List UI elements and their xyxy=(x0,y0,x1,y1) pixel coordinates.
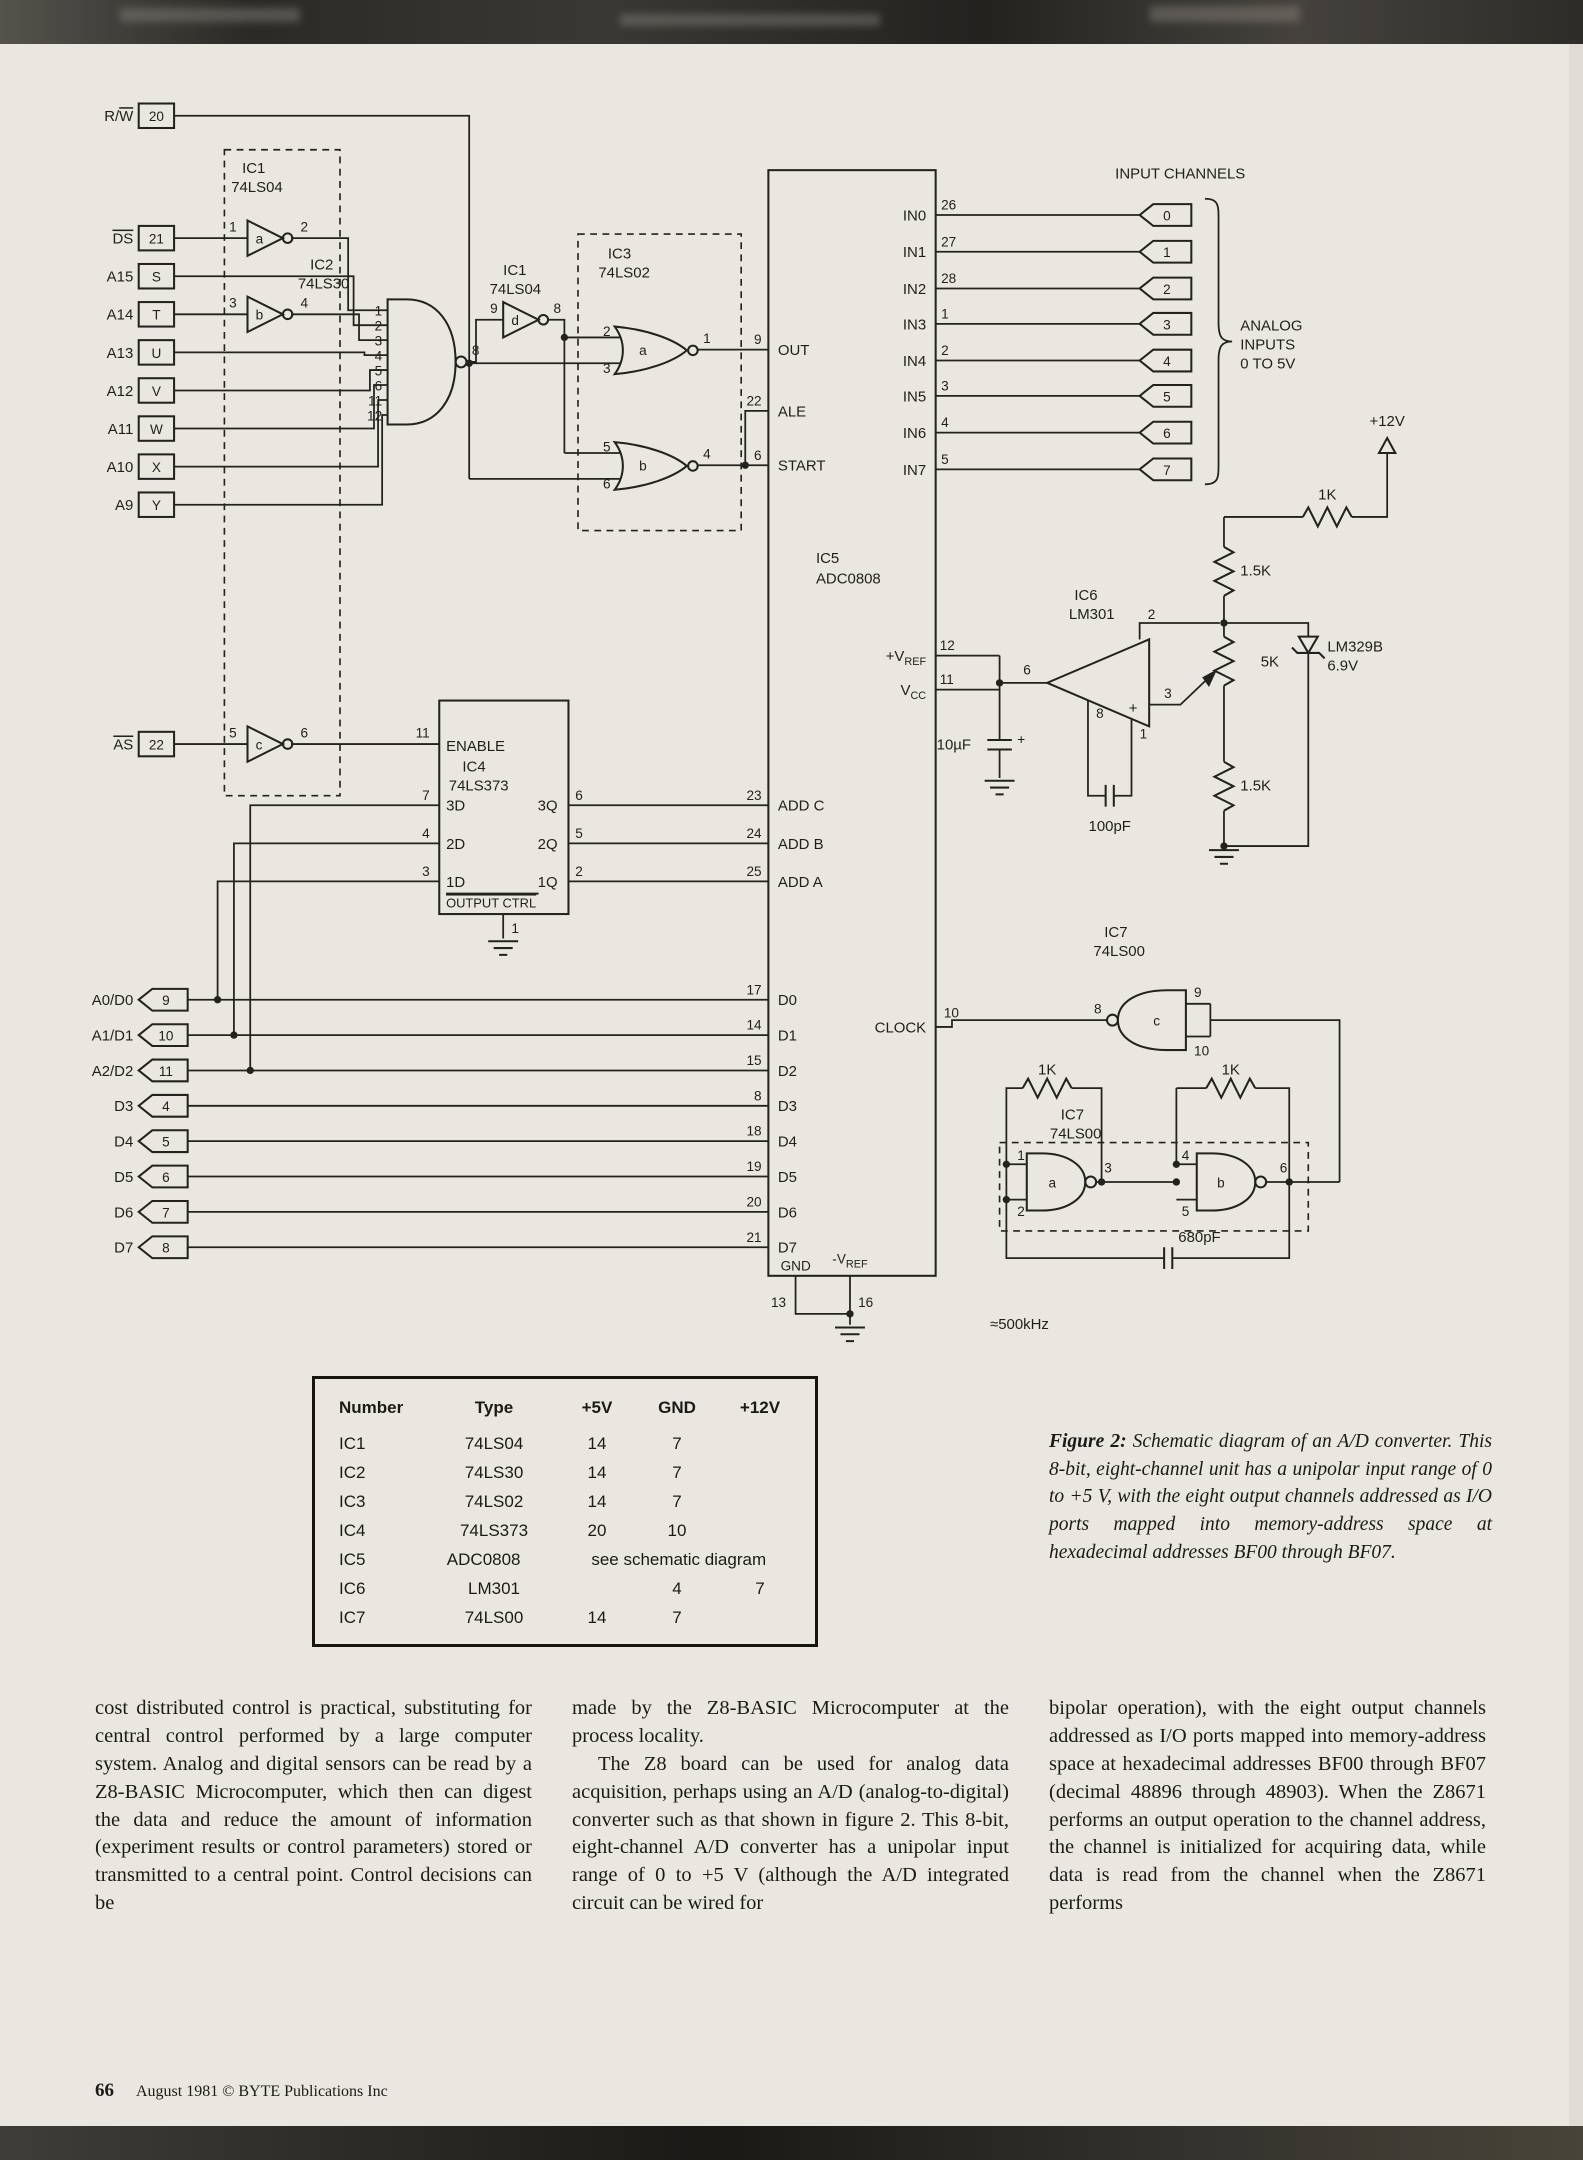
channel-number: 1 xyxy=(1163,245,1171,261)
schematic-label: ANALOG xyxy=(1240,317,1303,335)
table-cell: 74LS00 xyxy=(464,1608,524,1627)
article-column-1 xyxy=(95,1695,532,1918)
schematic-text-labels xyxy=(229,160,1405,1333)
schematic-label: 1 xyxy=(374,303,383,319)
table-cell: IC3 xyxy=(339,1492,366,1511)
schematic-label: a xyxy=(1048,1175,1057,1191)
figure-caption-lead: Figure 2: xyxy=(1049,1431,1127,1452)
schematic-label: ADD B xyxy=(777,835,824,853)
schematic-label: $+V_{REF}$ xyxy=(885,648,927,669)
schematic-label: $V_{CC}$ xyxy=(900,682,927,703)
resistor-1k5 xyxy=(1214,547,1233,596)
schematic-label: IN3 xyxy=(902,316,927,334)
bus-signal-label: DS xyxy=(112,230,134,248)
schematic-label: ENABLE xyxy=(446,737,506,755)
schematic-label: 2D xyxy=(446,835,466,853)
schematic-label: 4 xyxy=(422,825,430,841)
table-body xyxy=(339,1429,815,1632)
figure-caption xyxy=(1049,1428,1492,1566)
body-paragraph: The Z8 board can be used for analog data acquisition, perhaps using an A/D (analog-to-digital) converter such as that shown in figure 2. This 8-bit, eight-channel A/D converter has a unipolar input range of 0 to +5 V (although the A/D integrated circuit can be wired for xyxy=(572,1752,1009,1915)
schematic-label: 13 xyxy=(770,1295,787,1311)
table-cell: IC5 xyxy=(339,1550,366,1569)
schematic-label: 7 xyxy=(422,787,430,803)
schematic-label: 6 xyxy=(300,725,309,741)
table-cell: IC2 xyxy=(339,1463,366,1482)
schematic-label: 2 xyxy=(1017,1203,1025,1219)
schematic-label: 2 xyxy=(1147,606,1156,622)
schematic-label: +12V xyxy=(1369,412,1405,430)
schematic-label: 8 xyxy=(1094,1001,1102,1017)
table-cell: 7 xyxy=(672,1434,682,1453)
schematic-label: D3 xyxy=(777,1098,798,1116)
schematic-label: b xyxy=(255,307,264,323)
table-row xyxy=(339,1545,815,1574)
schematic-label: 3 xyxy=(1164,685,1172,701)
analog-inputs-brace xyxy=(1205,199,1232,485)
schematic-label: 15 xyxy=(746,1053,762,1069)
schematic-label: 680pF xyxy=(1178,1228,1221,1246)
bus-pin-number: V xyxy=(151,383,161,399)
schematic-label: 6 xyxy=(575,787,583,803)
schematic-label: 12 xyxy=(939,638,955,654)
schematic-label: 11 xyxy=(939,672,954,688)
table-cell: 7 xyxy=(672,1608,682,1627)
schematic-label: 1K xyxy=(1318,486,1337,504)
table-cell: 14 xyxy=(587,1434,607,1453)
schematic-label: GND xyxy=(780,1258,811,1274)
schematic-label: 6 xyxy=(1279,1160,1288,1176)
table-cell: IC4 xyxy=(339,1521,366,1540)
schematic-label: 10 xyxy=(1194,1043,1210,1059)
ground-symbol xyxy=(985,781,1015,795)
bus-signal-label: A10 xyxy=(106,459,134,477)
schematic-label: 74LS373 xyxy=(448,777,509,795)
schematic-label: IN4 xyxy=(902,352,927,370)
schematic-label: 17 xyxy=(746,982,762,998)
nand8-gate-ic2 xyxy=(388,299,456,424)
schematic-label: 5 xyxy=(1181,1203,1190,1219)
bus-pin-number: W xyxy=(149,421,163,437)
schematic-label: ADD C xyxy=(777,797,825,815)
schematic-label: 3 xyxy=(422,863,430,879)
schematic-label: 2 xyxy=(603,324,611,340)
schematic-label: 8 xyxy=(471,343,480,359)
table-row xyxy=(339,1603,815,1632)
capacitors xyxy=(987,740,1172,1269)
schematic-label: ≈500kHz xyxy=(990,1315,1049,1333)
schematic-label: 1 xyxy=(229,219,237,235)
resistor-5k-pot xyxy=(1214,637,1233,686)
schematic-label: 5 xyxy=(229,725,237,741)
table-cell: 14 xyxy=(587,1608,607,1627)
table-cell: 14 xyxy=(587,1463,607,1482)
schematic-label: D7 xyxy=(777,1239,798,1257)
footer-credit: August 1981 © BYTE Publications Inc xyxy=(136,2083,388,2100)
article-column-2 xyxy=(572,1695,1009,1918)
table-cell xyxy=(557,1574,637,1603)
table-cell xyxy=(717,1458,803,1487)
schematic-label: 1 xyxy=(1139,726,1148,742)
bus-pin-number: X xyxy=(151,460,161,476)
adc-pin-number: 28 xyxy=(941,271,957,287)
bus-pin-number: 20 xyxy=(148,109,164,125)
schematic-label: 4 xyxy=(374,348,383,364)
schematic-label: 74LS04 xyxy=(489,280,542,298)
bus-pin-number: 6 xyxy=(162,1169,170,1185)
page-footer xyxy=(95,2080,388,2102)
table-cell: 74LS373 xyxy=(459,1521,529,1540)
schematic-label: 5K xyxy=(1260,653,1279,671)
table-cell xyxy=(717,1429,803,1458)
schematic-label: IC7 xyxy=(1104,924,1128,942)
schematic-label: D1 xyxy=(777,1027,798,1045)
schematic-label: 4 xyxy=(703,446,711,462)
schematic-label: IC1 xyxy=(503,261,527,279)
table-cell: LM301 xyxy=(468,1579,520,1598)
scan-artifact-bottom xyxy=(0,2126,1583,2160)
schematic-label: 2 xyxy=(575,863,583,879)
schematic-label: 1 xyxy=(511,921,519,937)
pot-wiper-arrow xyxy=(1202,669,1217,687)
schematic-label: ALE xyxy=(777,403,807,421)
schematic-label: IC1 xyxy=(242,159,266,177)
schematic-label: ADD A xyxy=(777,873,823,891)
inverter-gate-d xyxy=(503,302,548,337)
bus-signal-label: D6 xyxy=(114,1204,134,1222)
table-cell xyxy=(717,1487,803,1516)
nor-gate-a xyxy=(615,327,687,375)
schematic-label: 16 xyxy=(858,1295,874,1311)
adc-pin-number: 4 xyxy=(941,415,949,431)
schematic-label: 21 xyxy=(746,1229,762,1245)
table-cell: 7 xyxy=(672,1463,682,1482)
table-row xyxy=(339,1429,815,1458)
channel-number: 3 xyxy=(1163,317,1171,333)
bus-pin-number: T xyxy=(152,307,161,323)
schematic-label: + xyxy=(1128,699,1138,717)
schematic-label: IN7 xyxy=(902,461,927,479)
bus-pin-number: 22 xyxy=(148,737,164,753)
table-cell: IC1 xyxy=(339,1434,366,1453)
schematic-label: IC5 xyxy=(815,550,840,568)
schematic-label: 6 xyxy=(1023,662,1031,678)
bus-pin-number: Y xyxy=(151,498,161,514)
table-cell: 74LS02 xyxy=(464,1492,524,1511)
schematic-label: 11 xyxy=(415,725,430,741)
schematic-label: 3 xyxy=(374,333,383,349)
table-cell: see schematic diagram xyxy=(591,1550,767,1569)
nand-c-bubble xyxy=(1107,1015,1118,1026)
adc-pin-number: 5 xyxy=(941,451,949,467)
schematic-label: $-V_{REF}$ xyxy=(832,1251,868,1271)
schematic-label: LM301 xyxy=(1068,605,1115,623)
input-channel-connectors xyxy=(936,198,1192,481)
schematic-label: 6 xyxy=(754,447,762,463)
channel-number: 4 xyxy=(1163,353,1171,369)
bus-pin-number: 5 xyxy=(162,1134,170,1150)
channel-number: 7 xyxy=(1163,462,1171,478)
bus-signal-label: A15 xyxy=(106,268,134,286)
table-cell: ADC0808 xyxy=(446,1550,521,1569)
schematic-label: 74LS02 xyxy=(598,264,650,282)
schematic-label: 6 xyxy=(374,378,383,394)
table-cell: 74LS30 xyxy=(464,1463,524,1482)
schematic-label: 22 xyxy=(746,393,762,409)
schematic-label: 2 xyxy=(374,318,383,334)
schematic-label: 1.5K xyxy=(1240,777,1272,795)
schematic-label: 6.9V xyxy=(1327,657,1359,675)
bus-pin-number: 21 xyxy=(148,231,164,247)
table-header-cell: +12V xyxy=(739,1398,781,1417)
bus-pin-number: 4 xyxy=(162,1099,170,1115)
schematic-label: 14 xyxy=(746,1017,762,1033)
inverter-gate-a xyxy=(248,220,293,255)
schematic-label: 20 xyxy=(746,1194,762,1210)
bus-signal-label: D5 xyxy=(114,1168,134,1186)
schematic-label: 8 xyxy=(754,1088,762,1104)
bus-signal-label: D7 xyxy=(114,1239,134,1257)
schematic-label: IC7 xyxy=(1060,1106,1085,1124)
schematic-label: 74LS00 xyxy=(1049,1125,1102,1143)
schematic-label: OUT xyxy=(777,342,810,360)
schematic-label: 11 xyxy=(368,393,383,409)
schematic-label: IN6 xyxy=(902,425,927,443)
body-paragraph: cost distributed control is practical, substituting for central control performed by a large computer system. Analog and digital sensors can be read by a Z8-BASIC Microcomputer, which then can digest the data and reduce the amount of information (experiment results or control parameters) stored or transmitted to a central point. Control decisions can be xyxy=(95,1697,532,1915)
bus-signal-label: A13 xyxy=(106,344,134,362)
schematic-label: 18 xyxy=(746,1123,762,1139)
schematic-label: b xyxy=(1217,1175,1225,1191)
schematic-label: 74LS04 xyxy=(231,178,283,196)
schematic-label: IN5 xyxy=(902,388,927,406)
schematic-label: 12 xyxy=(367,408,383,424)
bus-signal-label: A0/D0 xyxy=(91,992,134,1010)
adc-pin-number: 1 xyxy=(941,306,949,322)
schematic-label: 8 xyxy=(1096,706,1104,722)
table-header-cell: +5V xyxy=(581,1398,613,1417)
schematic-label: 19 xyxy=(746,1159,762,1175)
ground-symbol xyxy=(488,941,518,955)
bus-signal-label: A12 xyxy=(106,382,134,400)
bus-pin-number: U xyxy=(151,345,162,361)
table-cell xyxy=(717,1603,803,1632)
schematic-label: 25 xyxy=(746,863,762,879)
table-header-row xyxy=(339,1393,815,1422)
schematic-label: 6 xyxy=(603,476,611,492)
table-row xyxy=(339,1516,815,1545)
ground-symbol xyxy=(835,1327,865,1341)
bus-signal-label: A9 xyxy=(114,497,134,515)
schematic-label: 5 xyxy=(374,363,383,379)
nand8-bubble xyxy=(456,356,467,367)
adc-pin-number: 27 xyxy=(941,234,957,250)
schematic-label: 1K xyxy=(1038,1061,1057,1079)
schematic-label: IN0 xyxy=(902,207,927,225)
article-column-3 xyxy=(1049,1695,1486,1918)
schematic-label: 100pF xyxy=(1088,818,1131,836)
schematic-label: D0 xyxy=(777,992,798,1010)
channel-number: 2 xyxy=(1163,281,1171,297)
schematic-label: IC3 xyxy=(607,245,632,263)
bus-pin-number: S xyxy=(151,269,161,285)
table-cell: 74LS04 xyxy=(464,1434,524,1453)
bus-pin-number: 8 xyxy=(162,1240,170,1256)
bus-signal-label: A2/D2 xyxy=(91,1062,134,1080)
schematic-label: D5 xyxy=(777,1168,798,1186)
schematic-label: 1 xyxy=(1017,1148,1025,1164)
schematic-label: c xyxy=(1153,1013,1161,1029)
channel-number: 5 xyxy=(1163,389,1171,405)
schematic-label: LM329B xyxy=(1327,638,1383,656)
bus-signal-label: AS xyxy=(113,736,134,754)
table-cell: 10 xyxy=(667,1521,687,1540)
table-cell: IC6 xyxy=(339,1579,366,1598)
body-paragraph: bipolar operation), with the eight output channels addressed as I/O ports mapped into memory-address space at hexadecimal addresses BF00 through BF07 (decimal 48896 through 48903). When the Z8671 performs an output operation to the channel address, the channel is initialized for acquiring data, while data is read from the channel when the Z8671 performs xyxy=(1049,1697,1486,1915)
schematic-label: 1.5K xyxy=(1240,562,1272,580)
schematic-label: d xyxy=(511,313,519,329)
bus-pin-number: 11 xyxy=(158,1063,173,1079)
schematic-label: 3D xyxy=(446,797,466,815)
nor-b-bubble xyxy=(688,461,698,471)
schematic-label: 3Q xyxy=(537,797,558,815)
schematic-label: CLOCK xyxy=(874,1019,927,1037)
nand-osc-a-bubble xyxy=(1085,1177,1096,1188)
resistor-1k5 xyxy=(1214,762,1233,811)
table-cell xyxy=(717,1516,803,1545)
bus-signal-label: A11 xyxy=(107,420,134,438)
bus-signal-label: A1/D1 xyxy=(91,1027,134,1045)
zener-diode xyxy=(1299,637,1318,653)
table-cell: 20 xyxy=(587,1521,607,1540)
schematic-label: INPUT CHANNELS xyxy=(1115,165,1246,183)
schematic-label: + xyxy=(1017,732,1026,748)
schematic-label: 2Q xyxy=(537,835,558,853)
schematic-label: IC6 xyxy=(1074,586,1098,604)
schematic-label: IN2 xyxy=(902,280,927,298)
schematic-label: INPUTS xyxy=(1240,336,1296,354)
bus-signal-label: D4 xyxy=(114,1133,134,1151)
channel-number: 6 xyxy=(1163,426,1171,442)
nor-gate-b xyxy=(615,442,687,490)
ic-power-table xyxy=(312,1376,818,1647)
schematic-label: 1 xyxy=(703,330,711,346)
schematic-label: 74LS30 xyxy=(297,275,350,293)
schematic-label: OUTPUT CTRL xyxy=(446,895,537,911)
table-header-cell: Type xyxy=(474,1398,514,1417)
nand-osc-b-bubble xyxy=(1255,1177,1266,1188)
ground-symbol xyxy=(1209,850,1239,864)
table-header-cell: Number xyxy=(339,1398,404,1417)
adc-pin-number: 3 xyxy=(941,378,949,394)
resistor-1k xyxy=(1303,507,1352,526)
inverter-gate-b xyxy=(248,297,293,332)
nand-gate-c xyxy=(1118,990,1186,1050)
schematic-label: a xyxy=(255,231,264,247)
body-paragraph: made by the Z8-BASIC Microcomputer at the process locality. xyxy=(572,1697,1009,1747)
page-number: 66 xyxy=(95,2080,114,2101)
schematic-label: 10µF xyxy=(936,736,972,754)
schematic-label: 2 xyxy=(300,219,309,235)
nand-gate-osc-b xyxy=(1197,1153,1255,1210)
table-cell: 7 xyxy=(755,1579,765,1598)
adc-pin-number: 26 xyxy=(941,197,957,213)
nor-a-bubble xyxy=(688,346,698,356)
bus-signal-label: A14 xyxy=(106,306,134,324)
inverter-gate-c xyxy=(248,726,293,761)
bus-pin-number: 9 xyxy=(162,993,170,1009)
schematic-label: 23 xyxy=(746,787,762,803)
schematic-label: IN1 xyxy=(902,244,927,262)
schematic-label: ADC0808 xyxy=(815,570,881,588)
schematic-label: b xyxy=(639,458,647,474)
schematic-label: 4 xyxy=(300,295,309,311)
schematic-label: 1D xyxy=(446,873,466,891)
bus-pin-number: 7 xyxy=(162,1205,170,1221)
schematic-label: 10 xyxy=(943,1005,959,1021)
table-cell: 4 xyxy=(672,1579,682,1598)
table-cell: IC7 xyxy=(339,1608,366,1627)
schematic-label: 1Q xyxy=(537,873,558,891)
schematic-label: 3 xyxy=(229,295,237,311)
schematic-label: 5 xyxy=(603,439,611,455)
bus-pin-number: 10 xyxy=(158,1028,174,1044)
schematic-label: 24 xyxy=(746,825,762,841)
bus-signal-label: R/W xyxy=(104,108,134,126)
figure-caption-text: Schematic diagram of an A/D converter. This 8-bit, eight-channel unit has a unipolar input range of 0 to +5 V, with the eight output channels addressed as I/O ports mapped into memory-address space at hexadecimal addresses BF00 through BF07. xyxy=(1049,1431,1492,1563)
schematic-label: 3 xyxy=(1104,1160,1112,1176)
table-row xyxy=(339,1458,815,1487)
schematic-label: 0 TO 5V xyxy=(1240,355,1296,373)
table-row xyxy=(339,1574,815,1603)
schematic-label: D4 xyxy=(777,1133,798,1151)
schematic-label: 1K xyxy=(1221,1061,1240,1079)
table-header-cell: GND xyxy=(658,1398,696,1417)
schematic-label: c xyxy=(255,737,263,753)
schematic-label: 4 xyxy=(1181,1148,1190,1164)
table-cell: 14 xyxy=(587,1492,607,1511)
schematic-label: 9 xyxy=(754,332,762,348)
schematic-label: D6 xyxy=(777,1204,798,1222)
channel-number: 0 xyxy=(1163,208,1171,224)
schematic-label: D2 xyxy=(777,1062,798,1080)
schematic-label: 8 xyxy=(553,300,562,316)
table-row xyxy=(339,1487,815,1516)
schematic-label: 3 xyxy=(603,360,611,376)
schematic-label: IC2 xyxy=(310,256,334,274)
bus-input-labels xyxy=(92,104,188,1259)
schematic-label: a xyxy=(639,343,647,359)
schematic-label: IC4 xyxy=(462,758,486,776)
schematic-label: 9 xyxy=(1194,985,1202,1001)
schematic-label: START xyxy=(777,457,826,475)
schematic-label: 9 xyxy=(490,300,498,316)
resistor-1k-osc xyxy=(1206,1079,1255,1098)
schematic-label: 5 xyxy=(575,825,583,841)
schematic-label: 74LS00 xyxy=(1093,943,1145,961)
bus-signal-label: D3 xyxy=(114,1098,134,1116)
table-cell: 7 xyxy=(672,1492,682,1511)
adc-pin-number: 2 xyxy=(941,343,949,359)
plus12v-symbol xyxy=(1379,438,1395,453)
resistor-1k-osc xyxy=(1023,1079,1072,1098)
